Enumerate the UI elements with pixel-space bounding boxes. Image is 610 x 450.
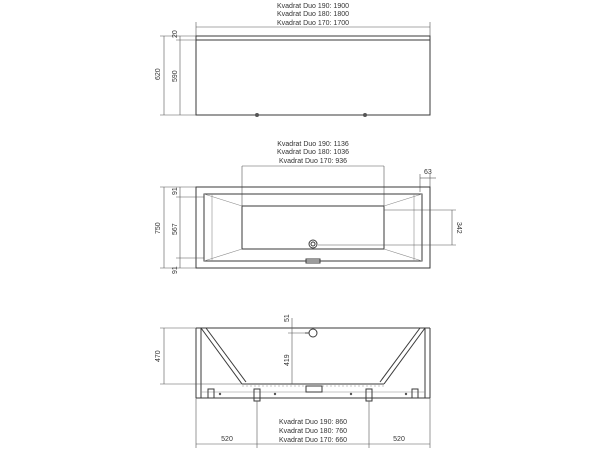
bolt-2 — [274, 393, 276, 395]
bolt-4 — [405, 393, 407, 395]
tub-plan-floor — [242, 206, 384, 249]
total-height-label: 620 — [155, 68, 162, 80]
tub-plan-outer — [196, 187, 430, 268]
plan-view — [155, 141, 462, 274]
width-label: 750 — [155, 222, 162, 234]
foot-right — [363, 113, 367, 117]
rim-top-label: 91 — [172, 187, 179, 195]
offset-label: 63 — [424, 169, 432, 176]
bolt-3 — [350, 393, 352, 395]
inner-length-label-190: Kvadrat Duo 190: 1136 — [277, 141, 349, 148]
drain-inner — [311, 242, 315, 246]
corner-line-br — [384, 249, 422, 261]
corner-line-bl — [204, 249, 242, 261]
drain-icon — [309, 240, 317, 248]
leg-spacing-label-180: Kvadrat Duo 180: 760 — [278, 428, 348, 435]
overflow-icon — [309, 329, 317, 337]
inner-length-label-180: Kvadrat Duo 180: 1036 — [277, 149, 349, 156]
rim-bottom-label: 91 — [172, 266, 179, 274]
foot-left — [255, 113, 259, 117]
support-left — [208, 389, 214, 398]
right-offset-label: 520 — [393, 436, 405, 443]
section-slope-left — [201, 328, 242, 384]
corner-line-tl — [204, 194, 242, 206]
section-slope-right-inner — [380, 328, 420, 382]
tub-front-outline — [196, 36, 430, 115]
inner-width-label: 567 — [172, 223, 179, 235]
leg-spacing-label-190: Kvadrat Duo 190: 860 — [278, 419, 348, 426]
body-height-label: 590 — [172, 70, 179, 82]
drain-width-label: 342 — [455, 222, 462, 234]
front-elevation-view — [155, 3, 430, 117]
left-offset-label: 520 — [221, 436, 233, 443]
depth-label: 470 — [155, 350, 162, 362]
section-slope-right — [384, 328, 425, 384]
length-label-190: Kvadrat Duo 190: 1900 — [277, 3, 349, 10]
overflow-offset-label: 51 — [284, 314, 291, 322]
support-right — [412, 389, 418, 398]
leg-right — [366, 389, 372, 401]
section-view — [155, 314, 430, 448]
rim-height-label: 20 — [172, 30, 179, 38]
length-label-170: Kvadrat Duo 170: 1700 — [277, 20, 349, 27]
leg-left — [254, 389, 260, 401]
bolt-1 — [219, 393, 221, 395]
section-drain — [306, 386, 322, 392]
overflow-height-label: 419 — [284, 354, 291, 366]
length-label-180: Kvadrat Duo 180: 1800 — [277, 11, 349, 18]
corner-line-tr — [384, 194, 422, 206]
section-slope-left-inner — [206, 328, 246, 382]
inner-length-label-170: Kvadrat Duo 170: 936 — [278, 158, 348, 165]
leg-spacing-label-170: Kvadrat Duo 170: 660 — [278, 437, 348, 444]
